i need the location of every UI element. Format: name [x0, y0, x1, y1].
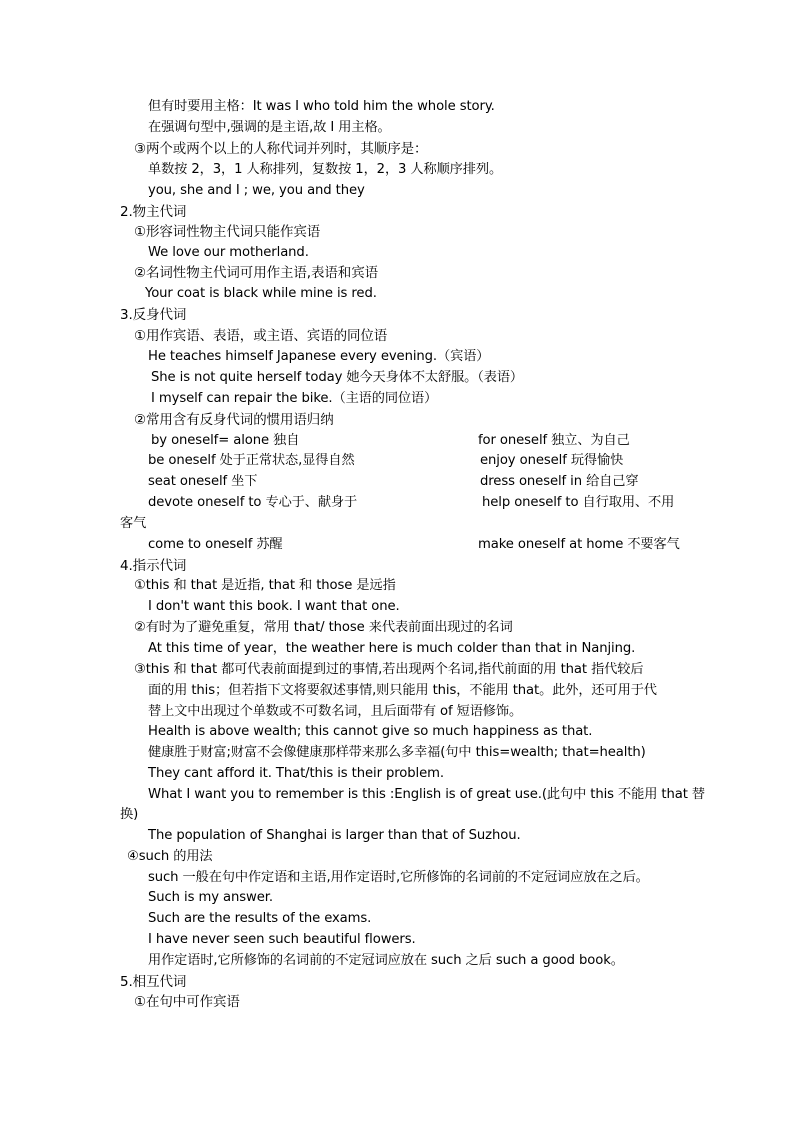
example-sentence: She is not quite herself today 她今天身体不太舒服。（表语） — [151, 370, 524, 385]
example-sentence: They cant afford it. That/this is their problem. — [148, 766, 444, 781]
list-item-heading: ②名词性物主代词可用作主语,表语和宾语 — [134, 265, 378, 281]
list-item-heading: ②有时为了避免重复，常用 that/ those 来代表前面出现过的名词 — [134, 620, 513, 635]
list-item-heading: ①形容词性物主代词只能作宾语 — [134, 224, 321, 240]
example-sentence: We love our motherland. — [148, 245, 309, 260]
idiom-left: devote oneself to 专心于、献身于 — [148, 495, 358, 510]
idiom-left: seat oneself 坐下 — [148, 474, 258, 489]
idiom-left: come to oneself 苏醒 — [148, 537, 283, 552]
text-line: 用作定语时,它所修饰的名词前的不定冠词应放在 such 之后 such a good book。 — [148, 953, 624, 968]
example-sentence: The population of Shanghai is larger than that of Suzhou. — [148, 828, 521, 843]
idiom-left: by oneself= alone 独自 — [151, 433, 300, 448]
text-line: 但有时要用主格：It was I who told him the whole story. — [148, 99, 495, 114]
list-item-heading: ①this 和 that 是近指, that 和 those 是远指 — [134, 578, 396, 593]
text-line: 替上文中出现过个单数或不可数名词，且后面带有 of 短语修饰。 — [148, 704, 523, 719]
list-item-heading: ④such 的用法 — [127, 849, 213, 864]
example-sentence: Such is my answer. — [148, 890, 273, 905]
idiom-right: make oneself at home 不要客气 — [478, 537, 680, 552]
example-sentence: I have never seen such beautiful flowers. — [148, 932, 416, 947]
section-heading: 3.反身代词 — [120, 307, 187, 323]
list-item-heading: ②常用含有反身代词的惯用语归纳 — [134, 412, 334, 428]
example-sentence: What I want you to remember is this :English is of great use.(此句中 this 不能用 that 替 — [148, 787, 705, 802]
idiom-right: enjoy oneself 玩得愉快 — [480, 453, 624, 468]
example-sentence: I myself can repair the bike.（主语的同位语） — [151, 391, 438, 406]
text-line: such 一般在句中作定语和主语,用作定语时,它所修饰的名词前的不定冠词应放在之后。 — [148, 870, 649, 885]
text-line: 健康胜于财富;财富不会像健康那样带来那么多幸福(句中 this=wealth; that=health) — [148, 745, 646, 760]
example-sentence: At this time of year，the weather here is much colder than that in Nanjing. — [148, 641, 636, 656]
idiom-right: help oneself to 自行取用、不用 — [482, 495, 675, 510]
text-line: 单数按 2，3，1 人称排列，复数按 1，2，3 人称顺序排列。 — [148, 162, 503, 177]
idiom-right: dress oneself in 给自己穿 — [480, 474, 639, 489]
example-sentence: I don't want this book. I want that one. — [148, 599, 400, 614]
section-heading: 5.相互代词 — [120, 974, 187, 990]
text-line: 换) — [120, 807, 139, 822]
example-sentence: He teaches himself Japanese every evening.（宾语） — [148, 349, 490, 364]
example-sentence: Your coat is black while mine is red. — [145, 286, 377, 301]
text-line: you, she and I ; we, you and they — [148, 183, 365, 198]
section-heading: 4.指示代词 — [120, 558, 187, 574]
list-item-heading: ③两个或两个以上的人称代词并列时，其顺序是： — [134, 141, 428, 157]
idiom-left: be oneself 处于正常状态,显得自然 — [148, 453, 355, 468]
list-item-heading: ①在句中可作宾语 — [134, 994, 240, 1010]
section-heading: 2.物主代词 — [120, 204, 187, 220]
text-line: 在强调句型中,强调的是主语,故 I 用主格。 — [148, 120, 391, 135]
example-sentence: Such are the results of the exams. — [148, 911, 372, 926]
list-item-heading: ③this 和 that 都可代表前面提到过的事情,若出现两个名词,指代前面的用 that 指代较后 — [134, 662, 644, 677]
text-line: 面的用 this；但若指下文将要叙述事情,则只能用 this，不能用 that。此外，还可用于代 — [148, 683, 657, 698]
text-line: 客气 — [120, 516, 147, 531]
example-sentence: Health is above wealth; this cannot give so much happiness as that. — [148, 724, 593, 739]
list-item-heading: ①用作宾语、表语，或主语、宾语的同位语 — [134, 328, 388, 344]
idiom-right: for oneself 独立、为自己 — [478, 433, 630, 448]
